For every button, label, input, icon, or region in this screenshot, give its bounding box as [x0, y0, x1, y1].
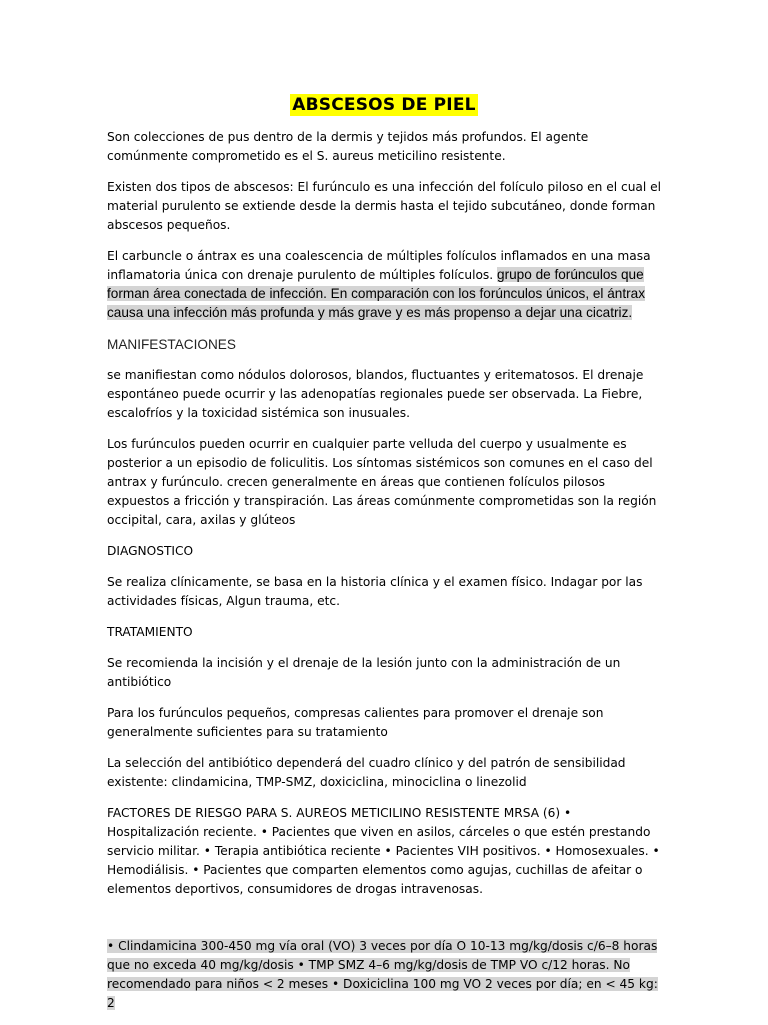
tratamiento-paragraph-2: Para los furúnculos pequeños, compresas calientes para promover el drenaje son generalmente suficientes para su tratamiento: [107, 706, 604, 739]
title-wrap: [0, 94, 768, 116]
manifestaciones-heading: MANIFESTACIONES: [107, 337, 236, 352]
document-body: [107, 128, 662, 1025]
tratamiento-paragraph-1: Se recomienda la incisión y el drenaje de la lesión junto con la administración de un antibiótico: [107, 656, 621, 689]
diagnostico-paragraph: Se realiza clínicamente, se basa en la historia clínica y el examen físico. Indagar por las actividades físicas, Algun trauma, etc.: [107, 575, 643, 608]
diagnostico-heading: DIAGNOSTICO: [107, 544, 194, 558]
tipos-paragraph: Existen dos tipos de abscesos: El furúnculo es una infección del folículo piloso en el cual el material purulento se extiende desde la dermis hasta el tejido subcutáneo, donde forman abscesos pequeños.: [107, 180, 662, 232]
dosis-highlight: • Clindamicina 300-450 mg vía oral (VO) 3 veces por día O 10-13 mg/kg/dosis c/6–8 horas que no exceda 40 mg/kg/dosis • TMP SMZ 4–6 mg/kg/dosis de TMP VO c/12 horas. No recomendado para niños < 2 meses • Doxiciclina 100 mg VO 2 veces por día; en < 45 kg: 2: [107, 939, 658, 1010]
tratamiento-paragraph-3: La selección del antibiótico dependerá del cuadro clínico y del patrón de sensibilidad existente: clindamicina, TMP-SMZ, doxiciclina, minociclina o linezolid: [107, 756, 626, 789]
spacer: [107, 911, 662, 937]
dosis-paragraph: [107, 937, 662, 1013]
tratamiento-heading: TRATAMIENTO: [107, 625, 193, 639]
manifestaciones-paragraph-2: Los furúnculos pueden ocurrir en cualquier parte velluda del cuerpo y usualmente es posterior a un episodio de foliculitis. Los síntomas sistémicos son comunes en el caso del antrax y furúnculo. crecen generalmente en áreas que contienen folículos pilosos expuestos a fricción y transpiración. Las áreas comúnmente comprometidas son la región occipital, cara, axilas y glúteos: [107, 437, 657, 527]
page-title: ABSCESOS DE PIEL: [292, 95, 476, 115]
intro-paragraph: Son colecciones de pus dentro de la dermis y tejidos más profundos. El agente comúnmente comprometido es el S. aureus meticilino resistente.: [107, 130, 589, 163]
carbuncle-text: El carbuncle o ántrax es una coalescencia de múltiples folículos inflamados en una masa inflamatoria única con drenaje purulento de múltiples folículos.: [107, 249, 651, 282]
carbuncle-paragraph: [107, 247, 662, 323]
carbuncle-highlight: grupo de forúnculos que forman área conectada de infección. En comparación con los forúnculos únicos, el ántrax causa una infección más profunda y más grave y es más propenso a dejar una cicatriz.: [107, 267, 646, 320]
factores-riesgo-paragraph: FACTORES DE RIESGO PARA S. AUREOS METICILINO RESISTENTE MRSA (6) • Hospitalización reciente. • Pacientes que viven en asilos, cárceles o que estén prestando servicio militar. • Terapia antibiótica reciente • Pacientes VIH positivos. • Homosexuales. • Hemodiálisis. • Pacientes que comparten elementos como agujas, cuchillas de afeitar o elementos deportivos, consumidores de drogas intravenosas.: [107, 806, 660, 896]
manifestaciones-paragraph-1: se manifiestan como nódulos dolorosos, blandos, fluctuantes y eritematosos. El drenaje espontáneo puede ocurrir y las adenopatías regionales puede ser observada. La Fiebre, escalofríos y la toxicidad sistémica son inusuales.: [107, 368, 644, 420]
